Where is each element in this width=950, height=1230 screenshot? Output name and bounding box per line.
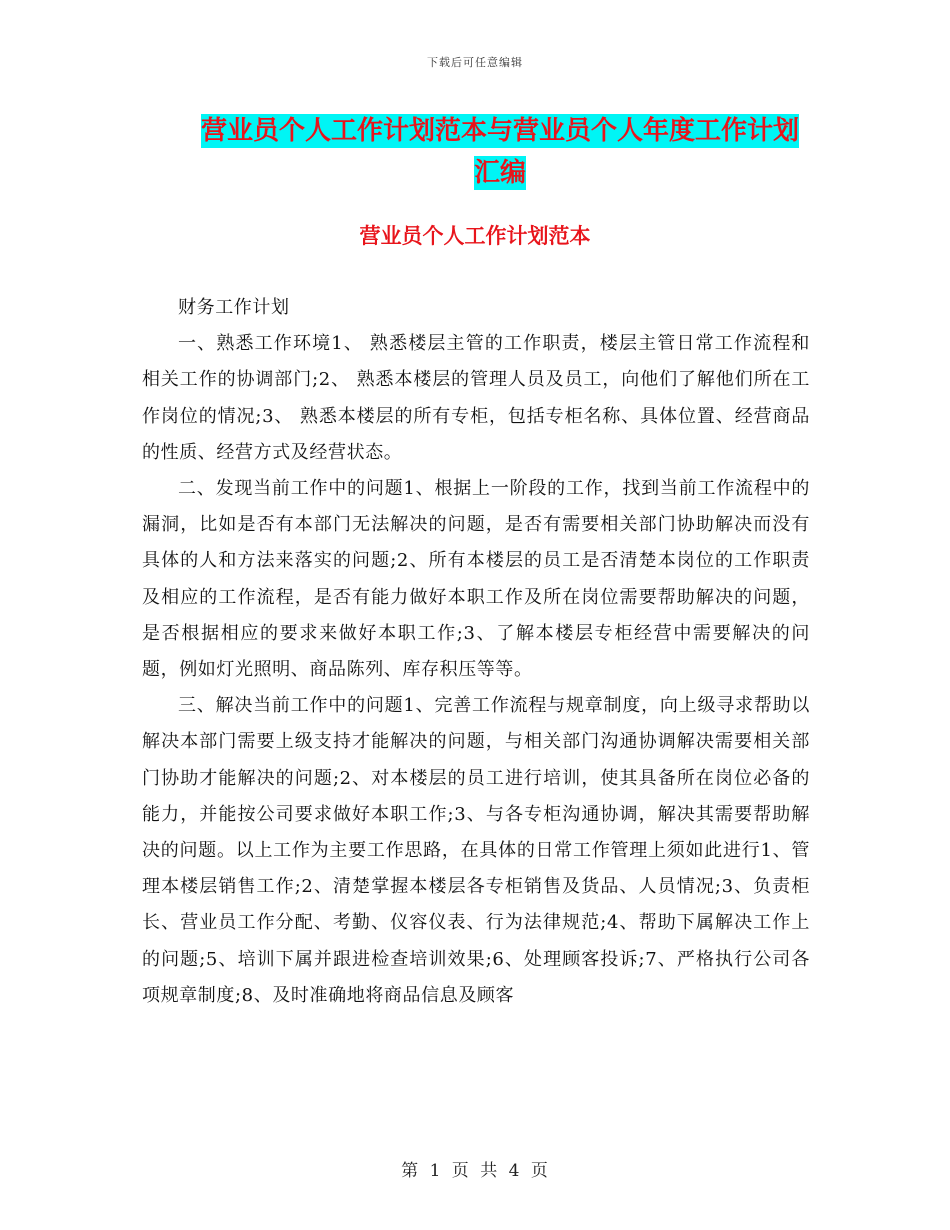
paragraph: 一、熟悉工作环境1、 熟悉楼层主管的工作职责，楼层主管日常工作流程和相关工作的协调部门;2、 熟悉本楼层的管理人员及员工，向他们了解他们所在工作岗位的情况;3、 熟悉本楼层的所有专柜，包括专柜名称、具体位置、经营商品的性质、经营方式及经营状态。 (142, 333, 810, 463)
paragraph: 二、发现当前工作中的问题1、根据上一阶段的工作，找到当前工作流程中的漏洞，比如是否有本部门无法解决的问题，是否有需要相关部门协助解决而没有具体的人和方法来落实的问题;2、所有本楼层的员工是否清楚本岗位的工作职责及相应的工作流程，是否有能力做好本职工作及所在岗位需要帮助解决的问题，是否根据相应的要求来做好本职工作;3、了解本楼层专柜经营中需要解决的问题，例如灯光照明、商品陈列、库存积压等等。 (142, 478, 810, 681)
document-title (140, 110, 860, 194)
section-title: 营业员个人工作计划范本 (359, 224, 591, 248)
body-text (142, 290, 810, 1014)
page-footer: 第 1 页 共 4 页 (401, 1161, 549, 1181)
paragraph: 三、解决当前工作中的问题1、完善工作流程与规章制度，向上级寻求帮助以解决本部门需要上级支持才能解决的问题，与相关部门沟通协调解决需要相关部门协助才能解决的问题;2、对本楼层的员工进行培训，使其具备所在岗位必备的能力，并能按公司要求做好本职工作;3、与各专柜沟通协调，解决其需要帮助解决的问题。以上工作为主要工作思路，在具体的日常工作管理上须如此进行1、管理本楼层销售工作;2、清楚掌握本楼层各专柜销售及货品、人员情况;3、负责柜长、营业员工作分配、考勤、仪容仪表、行为法律规范;4、帮助下属解决工作上的问题;5、培训下属并跟进检查培训效果;6、处理顾客投诉;7、严格执行公司各项规章制度;8、及时准确地将商品信息及顾客 (142, 695, 810, 1006)
document-title-line1: 营业员个人工作计划范本与营业员个人年度工作计划 (200, 116, 799, 146)
document-title-line2: 汇编 (473, 158, 526, 188)
paragraph: 财务工作计划 (178, 297, 290, 318)
header-note: 下载后可任意编辑 (427, 56, 523, 69)
